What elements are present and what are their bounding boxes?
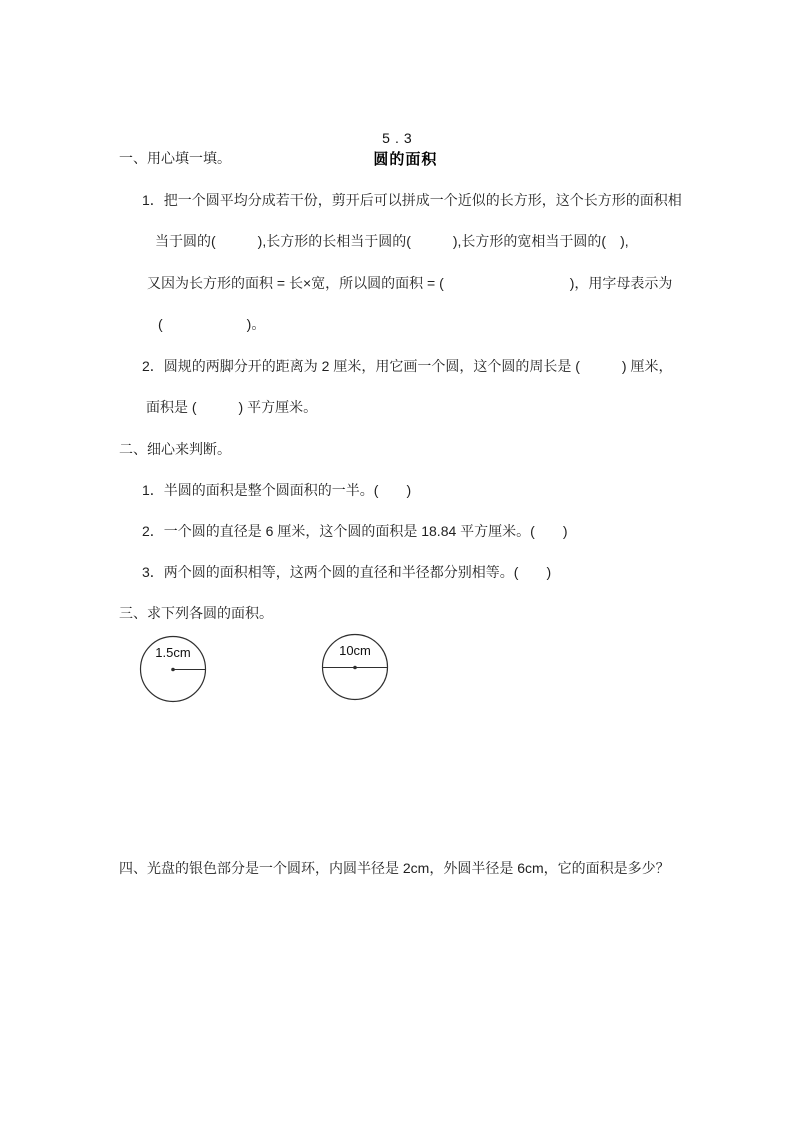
circle1-radius-label: 1.5cm [155,645,191,660]
section2-item1: 1．半圆的面积是整个圆面积的一半。( ) [142,482,412,498]
section1-q1-line3: 又因为长方形的面积 = 长×宽，所以圆的面积 = ( )，用字母表示为 [147,275,673,291]
section2-heading: 二、细心来判断。 [119,441,231,457]
section1-q2-line1: 2．圆规的两脚分开的距离为 2 厘米，用它画一个圆，这个圆的周长是 ( ) 厘米， [142,358,673,374]
section1-q1-line2: 当于圆的( ),长方形的长相当于圆的( ),长方形的宽相当于圆的( ), [155,233,629,249]
section2-item3: 3．两个圆的面积相等，这两个圆的直径和半径都分别相等。( ) [142,564,552,580]
section3-heading: 三、求下列各圆的面积。 [119,605,273,621]
circle2-diameter-label: 10cm [339,643,371,658]
title-number: 5.3 [382,130,417,146]
section1-heading: 一、用心填一填。 [119,150,231,166]
section2-item2: 2．一个圆的直径是 6 厘米，这个圆的面积是 18.84 平方厘米。( ) [142,523,568,539]
circle-figure-diameter [321,633,389,701]
center-dot [353,666,357,670]
circle-figure-radius [139,635,207,703]
center-dot [171,668,175,672]
section1-q1-line1: 1．把一个圆平均分成若干份，剪开后可以拼成一个近似的长方形，这个长方形的面积相 [142,192,682,208]
section1-q2-line2: 面积是 ( ) 平方厘米。 [146,399,318,415]
title-text: 圆的面积 [373,151,438,168]
section4-heading: 四、光盘的银色部分是一个圆环，内圆半径是 2cm，外圆半径是 6cm，它的面积是多少？ [119,860,670,876]
section1-q1-line4: ( )。 [158,316,266,332]
